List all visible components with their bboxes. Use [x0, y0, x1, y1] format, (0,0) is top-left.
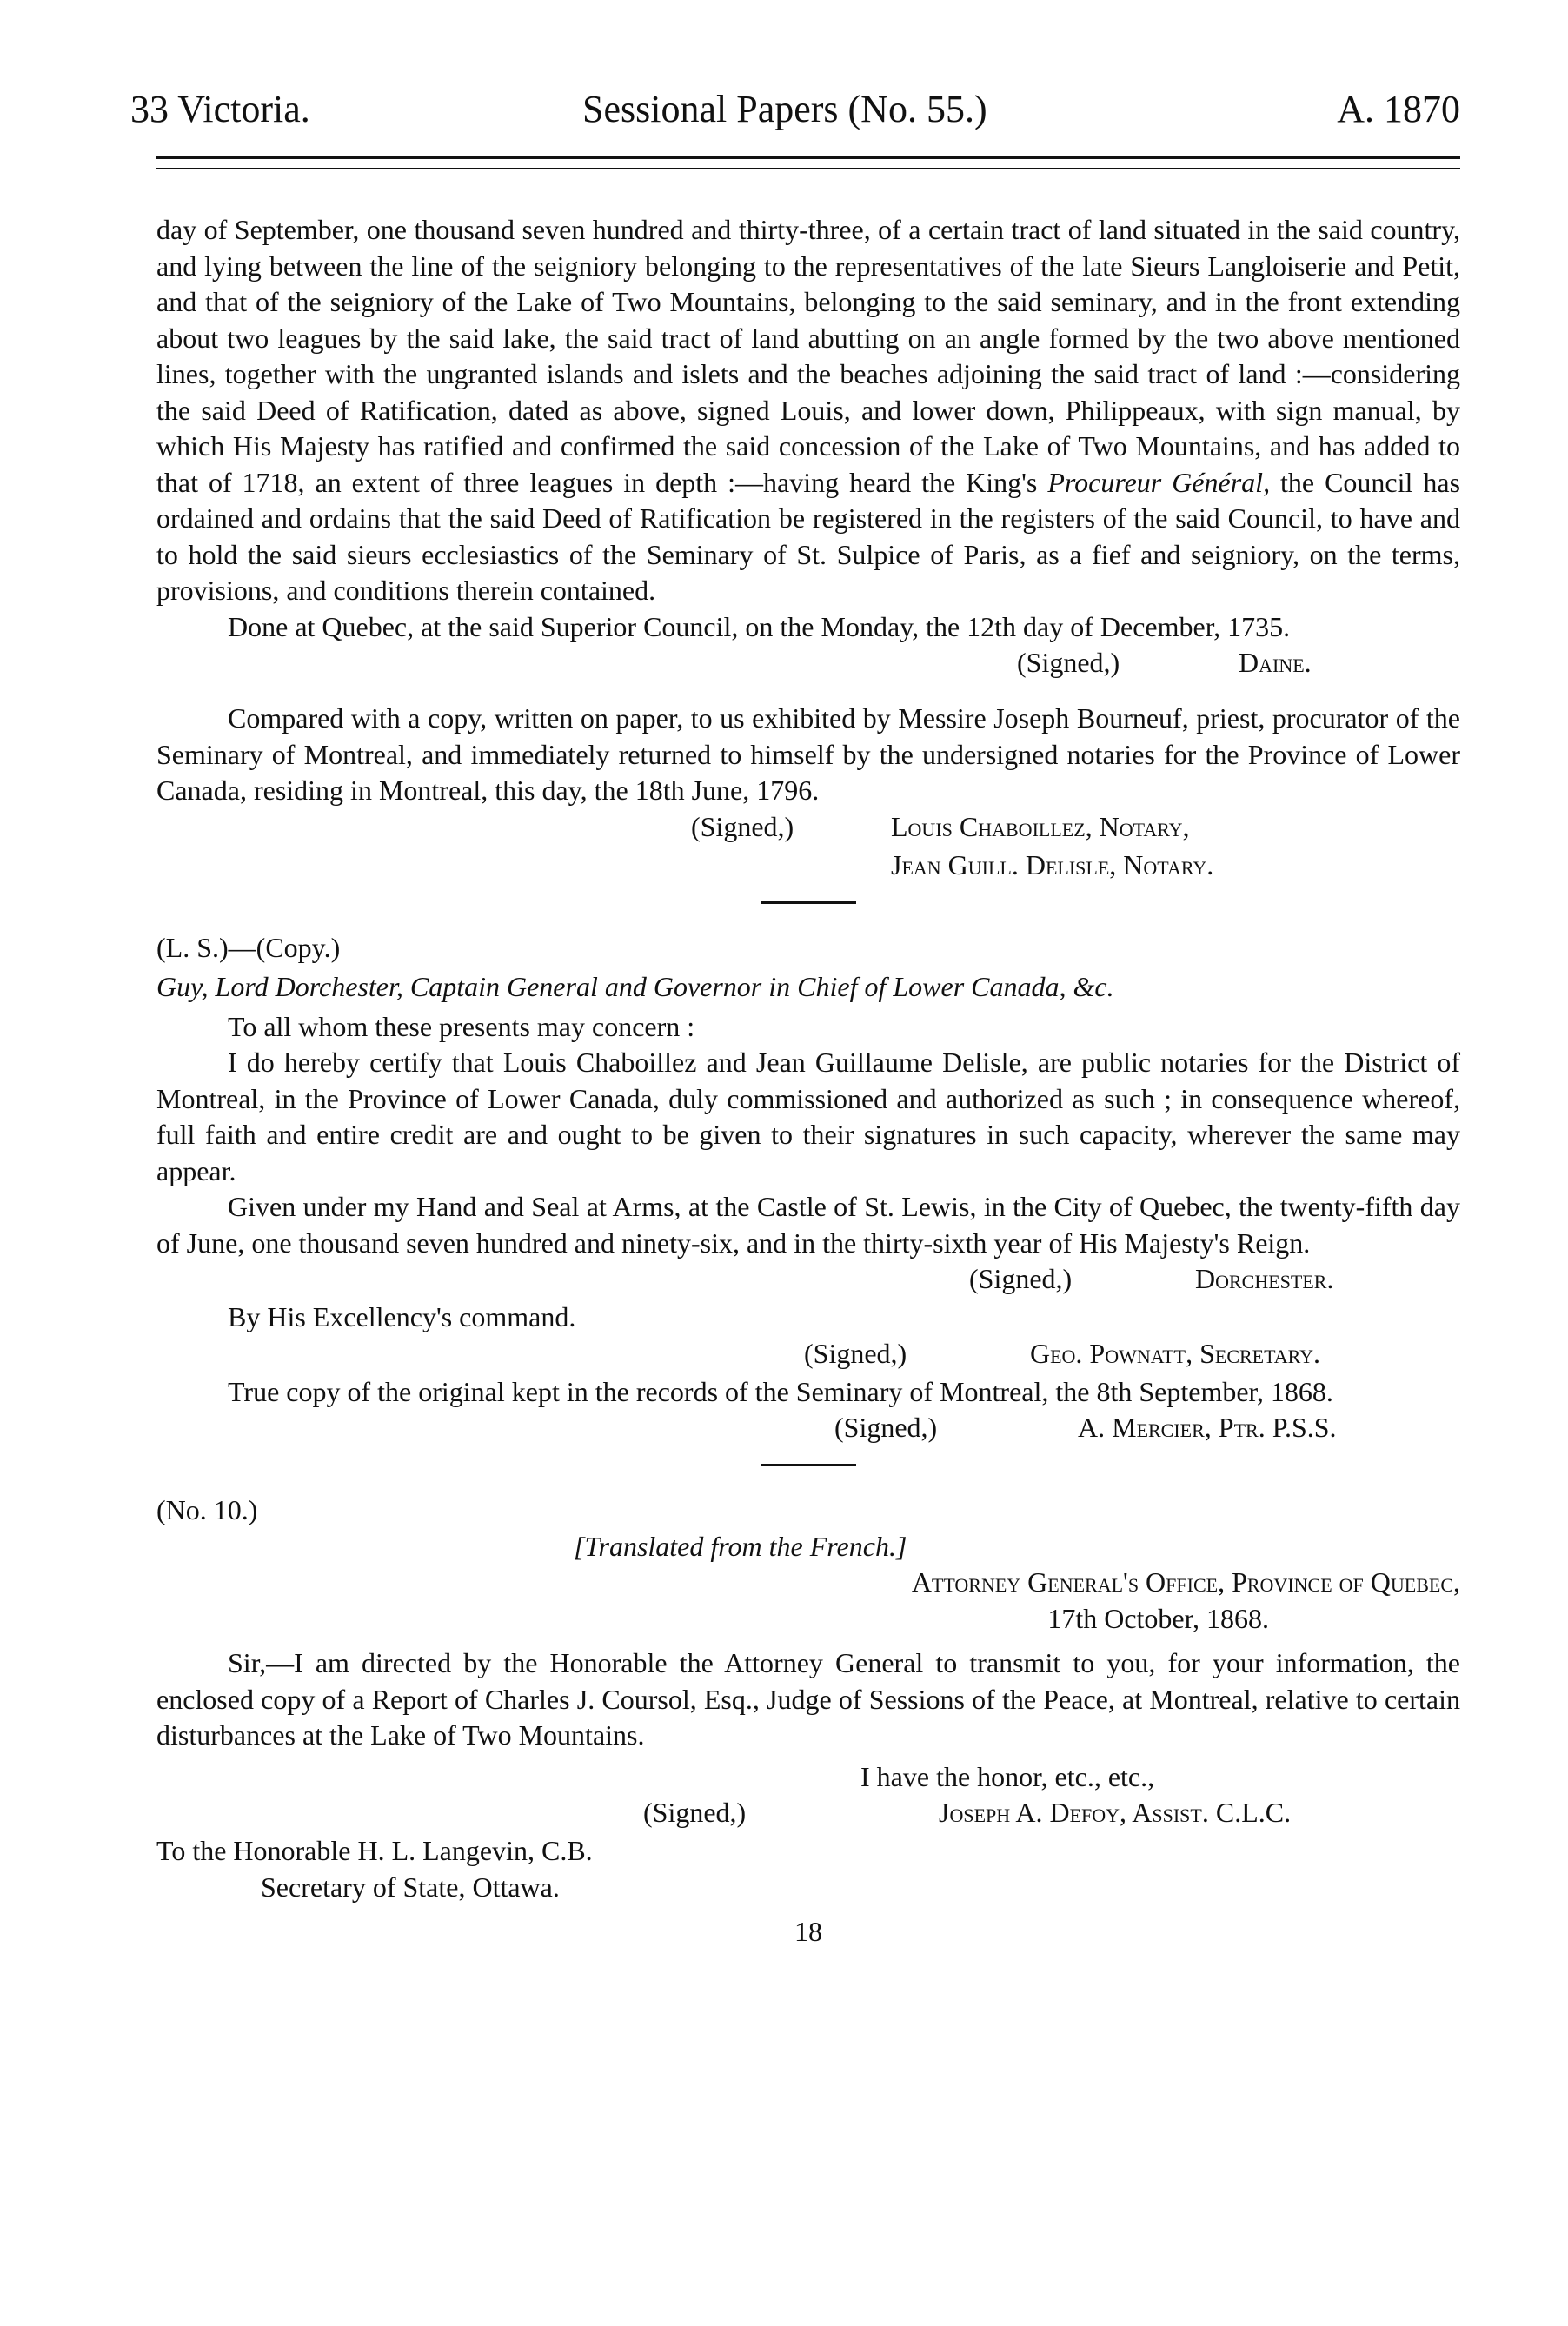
paragraph-to-all: To all whom these presents may concern : [228, 1010, 695, 1042]
signature-defoy [156, 1795, 1460, 1833]
addressee-line-2: Secretary of State, Ottawa. [261, 1871, 560, 1903]
signature-mercier [156, 1410, 1460, 1448]
signature-notaries [156, 809, 1460, 847]
paragraph-ratification [156, 212, 1460, 609]
header-rule [156, 156, 1460, 169]
signed-label: (Signed,) [691, 810, 794, 842]
dorchester-heading: Guy, Lord Dorchester, Captain General and Governor in Chief of Lower Canada, &c. [156, 971, 1114, 1002]
signer-name: Daine. [1239, 647, 1312, 678]
signed-label: (Signed,) [643, 1797, 747, 1828]
addressee-line-1: To the Honorable H. L. Langevin, C.B. [156, 1835, 593, 1866]
document-page [130, 87, 1461, 1948]
paragraph-ratification-rest: the Council has ordained and ordains that the said Deed of Ratification be registered in the registers of the said Council, to have and to hold the said sieurs ecclesiastics of the Seminary of St. Sulpice of Paris, as a fief and seigniory, on the terms, provisions, and conditions therein contained. [156, 466, 1461, 606]
header-year: A. 1870 [1337, 88, 1460, 130]
signature-notaries-2 [156, 847, 1460, 886]
paragraph-given: Given under my Hand and Seal at Arms, at the Castle of St. Lewis, in the City of Quebec, the twenty-fifth day of June, one thousand seven hundred and ninety-six, and in the thirty-sixth year of His Majesty's Reign. [156, 1191, 1460, 1259]
paragraph-certify: I do hereby certify that Louis Chaboillez and Jean Guillaume Delisle, are public notaries for the District of Montreal, in the Province of Lower Canada, duly commissioned and authorized as such ; in consequence whereof, full faith and entire credit are and ought to be given to their signatures in such capacity, wherever the same may appear. [156, 1047, 1460, 1186]
header-title: Sessional Papers (No. 55.) [582, 88, 987, 130]
notary-delisle: Jean Guill. Delisle, Notary. [891, 848, 1214, 881]
paragraph-command: By His Excellency's command. [228, 1301, 576, 1332]
signer-name: Dorchester. [1195, 1263, 1334, 1294]
signature-daine [156, 645, 1460, 683]
signer-name: A. Mercier, Ptr. P.S.S. [1078, 1412, 1337, 1443]
signature-pownatt [156, 1336, 1460, 1374]
office-date: 17th October, 1868. [1047, 1602, 1269, 1634]
paragraph-true-copy: True copy of the original kept in the records of the Seminary of Montreal, the 8th September, 1868. [228, 1375, 1333, 1407]
notary-chaboillez: Louis Chaboillez, Notary, [891, 810, 1190, 842]
copy-label: (L. S.)—(Copy.) [156, 931, 341, 963]
paragraph-done-at-quebec: Done at Quebec, at the said Superior Council, on the Monday, the 12th day of December, 1735. [228, 610, 1291, 642]
paragraph-ratification-text: day of September, one thousand seven hundred and thirty-three, of a certain tract of land situated in the said country, and lying between the line of the seigniory belonging to the representatives of the late Sieurs Langloiserie and Petit, and that of the seigniory of the Lake of Two Mountains, belonging to the said seminary, and in the front extending about two leagues by the said lake, the said tract of land abutting on an angle formed by the two above mentioned lines, together with the ungranted islands and islets and the beaches adjoining the said tract of land :—considering the said Deed of Ratification, dated as above, signed Louis, and lower down, Philippeaux, with sign manual, by which His Majesty has ratified and confirmed the said concession of the Lake of Two Mountains, and has added to that of 1718, an extent of three leagues in depth :—having heard the King's [156, 214, 1460, 498]
header-session: 33 Victoria. [130, 88, 310, 130]
running-head [130, 87, 1460, 148]
signed-label: (Signed,) [834, 1412, 938, 1443]
signed-label: (Signed,) [969, 1263, 1073, 1294]
signature-dorchester [156, 1261, 1460, 1299]
signed-label: (Signed,) [1017, 647, 1120, 678]
paragraph-compared: Compared with a copy, written on paper, to us exhibited by Messire Joseph Bourneuf, priest, procurator of the Seminary of Montreal, and immediately returned to himself by the undersigned notaries for the Province of Lower Canada, residing in Montreal, this day, the 18th June, 1796. [156, 702, 1460, 806]
section-divider-2 [761, 1464, 856, 1466]
page-number: 18 [794, 1916, 822, 1947]
closing-line: I have the honor, etc., etc., [860, 1760, 1155, 1792]
section-divider [761, 901, 856, 904]
signer-name: Geo. Pownatt, Secretary. [1030, 1337, 1321, 1369]
translated-note: [Translated from the French.] [574, 1530, 907, 1562]
signed-label: (Signed,) [804, 1337, 907, 1369]
document-number: (No. 10.) [156, 1494, 258, 1525]
office-line: Attorney General's Office, Province of Quebec, [911, 1566, 1460, 1598]
signer-name: Joseph A. Defoy, Assist. C.L.C. [939, 1797, 1292, 1828]
procureur-general: Procureur Général, [1047, 466, 1271, 498]
paragraph-letter: Sir,—I am directed by the Honorable the Attorney General to transmit to you, for your information, the enclosed copy of a Report of Charles J. Coursol, Esq., Judge of Sessions of the Peace, at Montreal, relative to certain disturbances at the Lake of Two Mountains. [156, 1647, 1460, 1751]
